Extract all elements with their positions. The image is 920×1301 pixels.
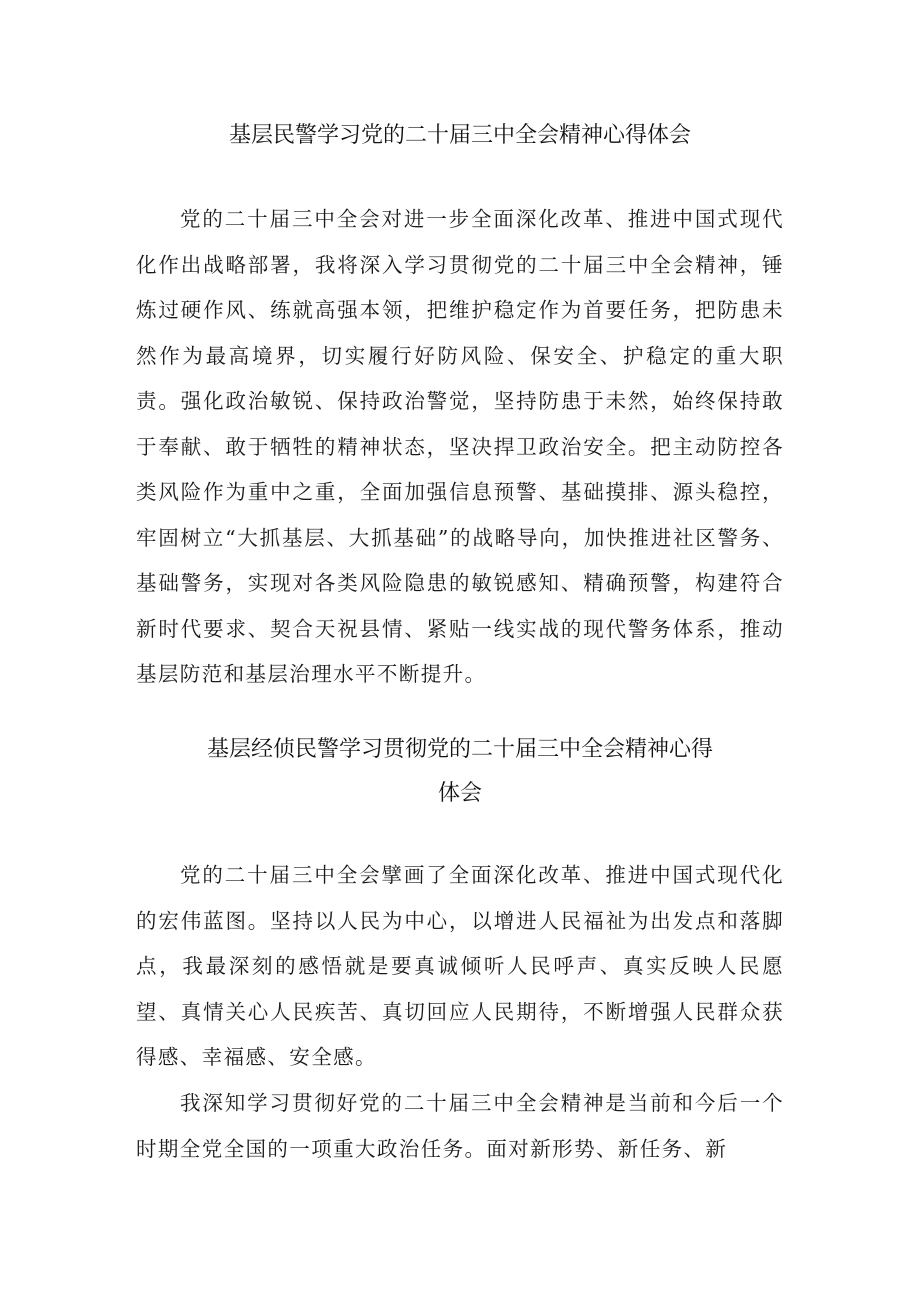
- section-1-title: [120, 114, 800, 158]
- section-2-paragraph-2: 我深知学习贯彻好党的二十届三中全会精神是当前和今后一个时期全党全国的一项重大政治任务。面对新形势、新任务、新: [136, 1091, 784, 1161]
- section-2-paragraph-1: 党的二十届三中全会擘画了全面深化改革、推进中国式现代化的宏伟蓝图。坚持以人民为中心，以增进人民福祉为出发点和落脚点，我最深刻的感悟就是要真诚倾听人民呼声、真实反映人民愿望、真情关心人民疾苦、真切回应人民期待，不断增强人民群众获得感、幸福感、安全感。: [136, 863, 784, 1069]
- section-1-title-line: 基层民警学习党的二十届三中全会精神心得体会: [228, 123, 691, 148]
- section-2-title: [120, 728, 800, 816]
- section-2-title-line-2: 体会: [437, 781, 482, 806]
- section-2-title-line-1: 基层经侦民警学习贯彻党的二十届三中全会精神心得: [206, 737, 713, 762]
- section-1-paragraph-1: 党的二十届三中全会对进一步全面深化改革、推进中国式现代化作出战略部署，我将深入学习贯彻党的二十届三中全会精神，锤炼过硬作风、练就高强本领，把维护稳定作为首要任务，把防患未然作为最高境界，切实履行好防风险、保安全、护稳定的重大职责。强化政治敏锐、保持政治警觉，坚持防患于未然，始终保持敢于奉献、敢于牺牲的精神状态，坚决捍卫政治安全。把主动防控各类风险作为重中之重，全面加强信息预警、基础摸排、源头稳控，牢固树立“大抓基层、大抓基础”的战略导向，加快推进社区警务、基础警务，实现对各类风险隐患的敏锐感知、精确预警，构建符合新时代要求、契合天祝县情、紧贴一线实战的现代警务体系，推动基层防范和基层治理水平不断提升。: [136, 207, 784, 686]
